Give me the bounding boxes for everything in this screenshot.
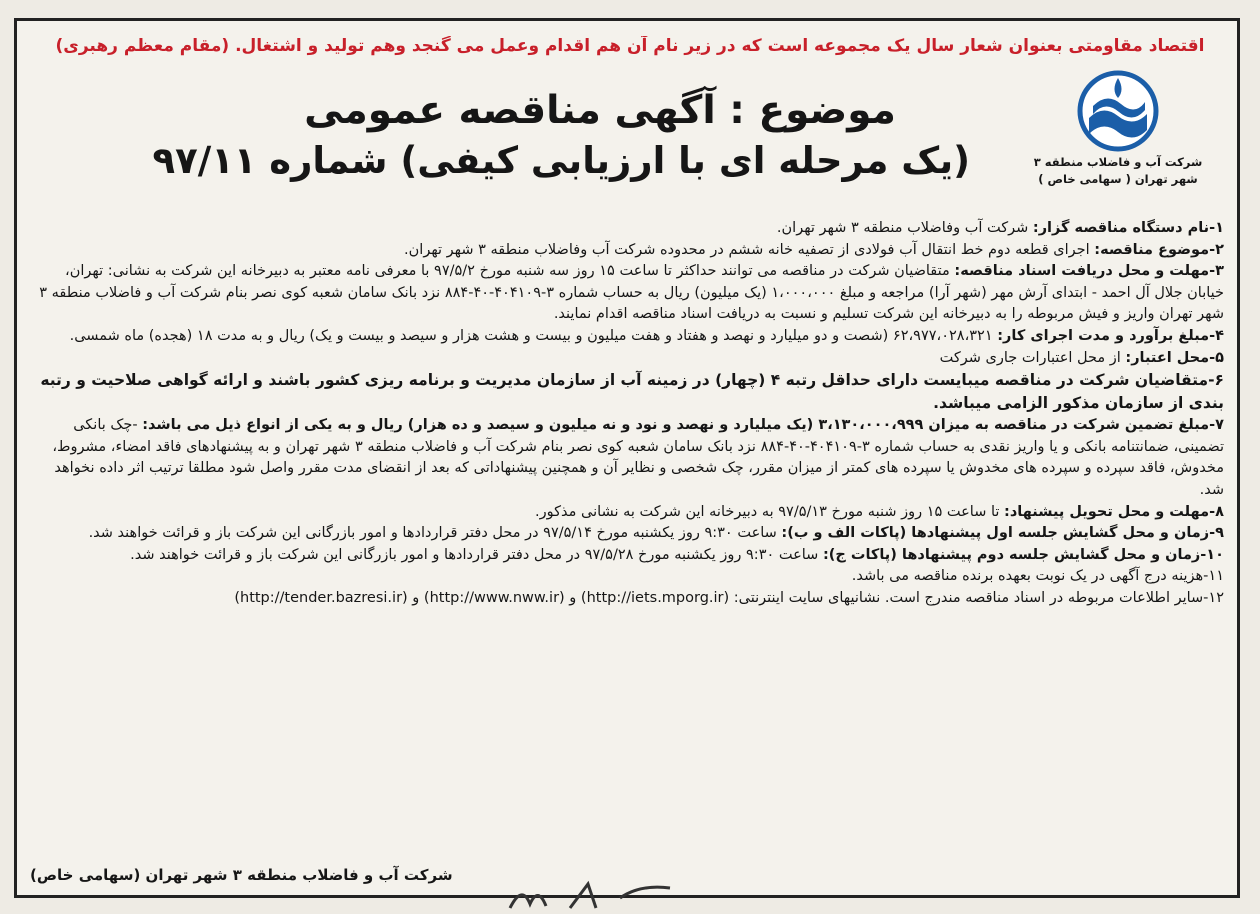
item-7-label: ۷-مبلغ تضمین شرکت در مناقصه به میزان ۳،۱۳۰،۰۰۰،۹۹۹ (یک میلیارد و نهصد و نود و نه میلیون و سیصد و ده هزار) ریال و به یکی از انواع ذیل می باشد: [142,417,1224,434]
company-name-line-1: شرکت آب و فاضلاب منطقه ۳ [1033,155,1203,169]
item-8-text: تا ساعت ۱۵ روز شنبه مورخ ۹۷/۵/۱۳ به دبیرخانه این شرکت به نشانی مذکور. [535,503,1005,520]
notice-subtitle: (یک مرحله ای با ارزیابی کیفی) شماره ۹۷/۱۱ [152,139,970,182]
notice-item-3 [36,261,1224,326]
notice-item-6 [36,369,1224,415]
notice-title: موضوع : آگهی مناقصه عمومی [304,88,896,133]
item-11-text: ۱۱-هزینه درج آگهی در یک نوبت بعهده برنده مناقصه می باشد. [851,568,1224,585]
item-2-label: ۲-موضوع مناقصه: [1094,241,1224,258]
notice-item-7 [36,415,1224,501]
item-1-text: شرکت آب وفاضلاب منطقه ۳ شهر تهران. [776,220,1033,236]
item-12-text: ۱۲-سایر اطلاعات مربوطه در اسناد مناقصه مندرج است. نشانیهای سایت اینترنتی: (http://iets.mporg.ir) و (http://www.nww.ir) و (http://tender.bazresi.ir) [234,589,1224,606]
notice-body [36,218,1224,610]
notice-item-5 [36,348,1224,370]
slogan: اقتصاد مقاومتی بعنوان شعار سال یک مجموعه است که در زیر نام آن هم اقدام وعمل می گنجد وهم تولید و اشتغال. (مقام معظم رهبری) [55,36,1205,56]
notice-item-8 [36,502,1224,524]
footer-company-name: شرکت آب و فاضلاب منطقه ۳ شهر تهران (سهامی خاص) [30,866,453,884]
handwritten-mark-icon [500,878,690,912]
notice-item-10 [36,545,1224,567]
notice-item-12 [36,588,1224,610]
item-10-label: ۱۰-زمان و محل گشایش جلسه دوم پیشنهادها (پاکات ج): [822,546,1224,563]
notice-item-11 [36,566,1224,588]
company-logo-block [1028,70,1208,200]
notice-item-4 [36,326,1224,348]
item-9-text: ساعت ۹:۳۰ روز یکشنبه مورخ ۹۷/۵/۱۴ در محل دفتر قراردادها و امور بازرگانی این شرکت باز و قرائت خواهند شد. [88,525,782,542]
notice-item-9 [36,523,1224,545]
notice-item-1 [36,218,1224,240]
item-10-text: ساعت ۹:۳۰ روز یکشنبه مورخ ۹۷/۵/۲۸ در محل دفتر قراردادها و امور بازرگانی این شرکت باز و قرائت خواهند شد. [130,546,823,563]
item-6-label: ۶-متقاضیان شرکت در مناقصه میبایست دارای حداقل رتبه ۴ (چهار) در زمینه آب از سازمان مدیریت و برنامه ریزی کشور باشند و ارائه گواهی صلاحیت و رتبه بندی از سازمان مذکور الزامی میباشد. [40,371,1224,413]
item-9-label: ۹-زمان و محل گشایش جلسه اول پیشنهادها (پاکات الف و ب): [781,525,1224,542]
item-3-label: ۳-مهلت و محل دریافت اسناد مناقصه: [954,263,1224,280]
item-4-text: ۶۲،۹۷۷،۰۲۸،۳۲۱ (شصت و دو میلیارد و نهصد و هفتاد و هفت میلیون و بیست و هشت هزار و سیصد و بیست و یک) ریال و به مدت ۱۸ (هجده) ماه شمسی. [69,327,998,344]
water-company-logo-icon [1077,70,1159,152]
item-1-label: ۱-نام دستگاه مناقصه گزار: [1032,220,1224,236]
item-5-label: ۵-محل اعتبار: [1125,349,1224,366]
item-8-label: ۸-مهلت و محل تحویل پیشنهاد: [1004,503,1224,520]
item-2-text: اجرای قطعه دوم خط انتقال آب فولادی از تصفیه خانه ششم در محدوده شرکت آب وفاضلاب منطقه ۳ شهر تهران. [404,241,1095,258]
company-name-line-2: شهر تهران ( سهامی خاص ) [1038,172,1198,186]
item-5-text: از محل اعتبارات جاری شرکت [939,349,1126,366]
item-7-text: -چک بانکی تضمینی، ضمانتنامه بانکی و یا واریز نقدی به حساب شماره ۳-۴۰۴۱۰۹-۴۰-۸۸۴ نزد بانک سامان شعبه کوی نصر بنام شرکت آب و فاضلاب منطقه ۳ شهر تهران و به پیشنهادهای فاقد امضاء، مشروط، مخدوش، فاقد سپرده و سپرده های مخدوش یا سپرده های کمتر از میزان مقرر، چک شخصی و نظایر آن و همچنین پیشنهاداتی که بعد از انقضای مدت مقرر واصل شود مطلقا ترتیب اثر داده نخواهد شد. [52,417,1224,498]
notice-item-2 [36,240,1224,262]
item-4-label: ۴-مبلغ برآورد و مدت اجرای کار: [997,327,1224,344]
item-3-text: متقاضیان شرکت در مناقصه می توانند حداکثر تا ساعت ۱۵ روز سه شنبه مورخ ۹۷/۵/۲ با معرفی نامه معتبر به دبیرخانه این شرکت به نشانی: تهران، خیابان جلال آل احمد - ابتدای آرش مهر (شهر آرا) مراجعه و مبلغ ۱،۰۰۰،۰۰۰ (یک میلیون) ریال به حساب شماره ۳-۴۰۴۱۰۹-۴۰-۸۸۴ نزد بانک سامان شعبه کوی نصر بنام شرکت آب و فاضلاب منطقه ۳ شهر تهران واریز و فیش مربوطه را به دبیرخانه این شرکت تسلیم و نسبت به دریافت اسناد مناقصه اقدام نمایند. [39,263,1224,323]
